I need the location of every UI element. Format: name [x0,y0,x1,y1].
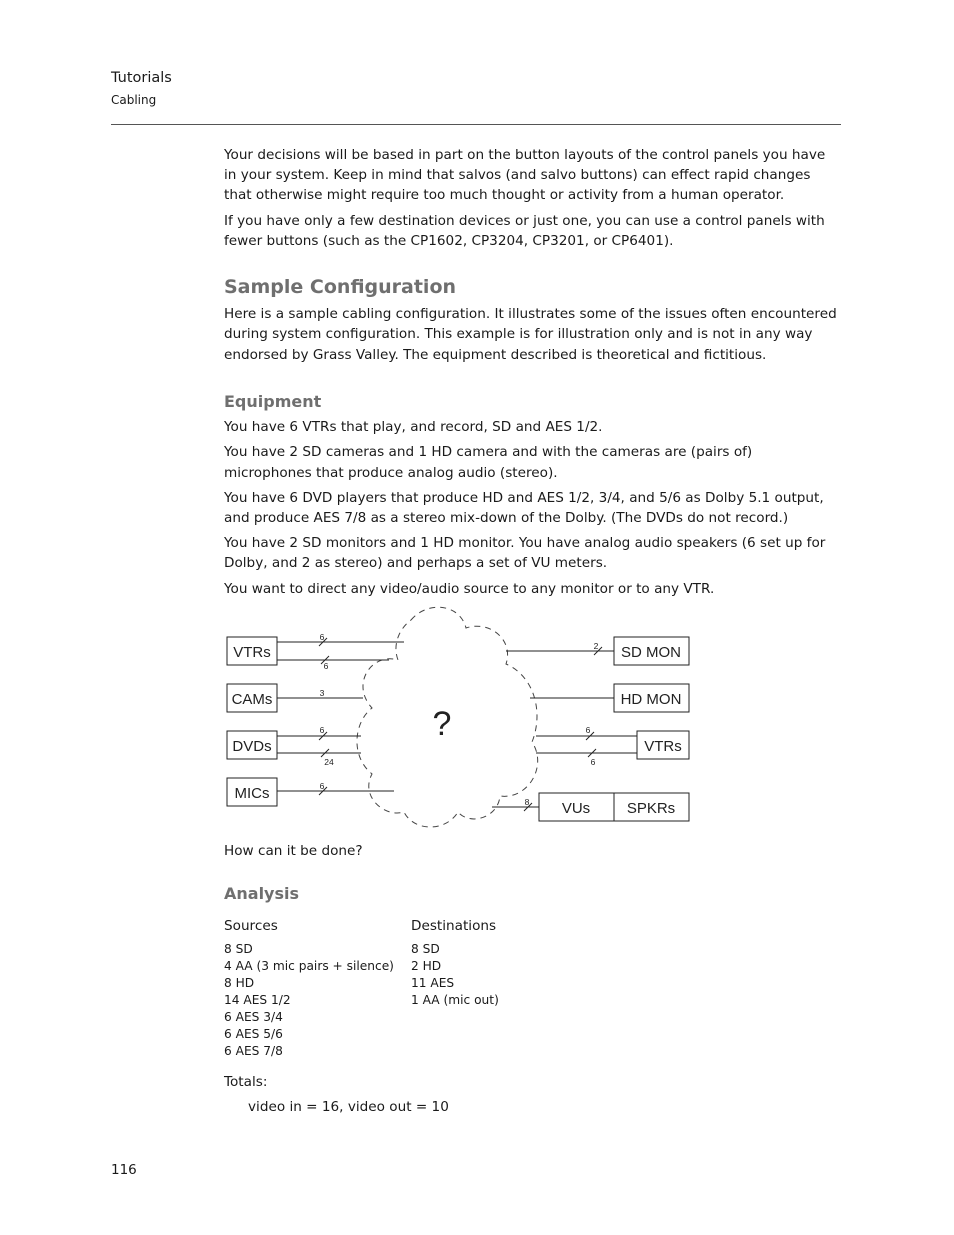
count-cams: 3 [319,688,325,698]
label-spkrs: SPKRs [626,800,676,817]
count-dvtrs-b: 6 [590,757,596,767]
destination-item: 1 AA (mic out) [411,993,499,1007]
destination-item: 8 SD [411,942,440,956]
count-dvds-b: 24 [324,757,334,767]
label-cams-source: CAMs [231,691,273,708]
equipment-paragraph-2: You have 2 SD cameras and 1 HD camera and with the cameras are (pairs of) microphones that produce analog audio (stereo). [224,444,753,481]
equipment-paragraph-1: You have 6 VTRs that play, and record, SD and AES 1/2. [224,419,603,436]
equipment-heading: Equipment [224,392,322,411]
label-mics-source: MICs [234,785,270,802]
count-vtrs-b: 6 [323,661,329,671]
running-header-subtitle: Cabling [111,93,157,107]
equipment-paragraph-5: You want to direct any video/audio source to any monitor or to any VTR. [224,580,715,597]
sample-configuration-heading: Sample Configuration [224,276,457,298]
equipment-paragraph-4: You have 2 SD monitors and 1 HD monitor. You have analog audio speakers (6 set up for Dolby, and 2 as stereo) and perhaps a set of VU meters. [224,535,826,572]
question-text: How can it be done? [224,843,363,859]
sources-list [224,941,394,1060]
totals-line: video in = 16, video out = 10 [248,1099,449,1115]
count-vus: 8 [524,797,530,807]
label-vtrs-source: VTRs [233,644,271,661]
destination-item: 2 HD [411,959,442,973]
count-sd-mon: 2 [593,641,599,651]
source-item: 14 AES 1/2 [224,993,291,1007]
count-dvtrs-a: 6 [585,725,591,735]
question-mark: ? [432,705,452,743]
sources-title: Sources [224,918,278,934]
source-item: 4 AA (3 mic pairs + silence) [224,959,394,973]
sample-paragraph: Here is a sample cabling configuration. It illustrates some of the issues often encountered during system configuration. This example is for illustration only and is not in any way endorsed by Grass Valley. The equipment described is theoretical and fictitious. [224,306,837,363]
label-hd-mon: HD MON [620,691,682,708]
count-vtrs-a: 6 [319,632,325,642]
source-item: 6 AES 3/4 [224,1010,283,1024]
label-vus: VUs [561,800,591,817]
intro-paragraph-2: If you have only a few destination devices or just one, you can use a control panels with fewer buttons (such as the CP1602, CP3204, CP3201, or CP6401). [224,212,825,249]
page-number: 116 [111,1162,137,1178]
destination-item: 11 AES [411,976,455,990]
source-item: 8 HD [224,976,255,990]
analysis-section [224,884,841,904]
label-dvds-source: DVDs [232,738,272,755]
destinations-list [411,941,499,1009]
question-line [224,841,841,861]
totals-label: Totals: [224,1074,268,1090]
running-header-title: Tutorials [111,70,172,86]
label-sd-mon: SD MON [621,644,681,661]
analysis-heading: Analysis [224,884,300,903]
equipment-paragraph-3: You have 6 DVD players that produce HD and AES 1/2, 3/4, and 5/6 as Dolby 5.1 output, and produce AES 7/8 as a stereo mix-down of the Dolby. (The DVDs do not record.) [224,489,824,527]
label-vtrs-destination: VTRs [644,738,682,755]
destinations-title: Destinations [411,918,497,934]
source-item: 6 AES 5/6 [224,1027,283,1041]
count-dvds-a: 6 [319,725,325,735]
count-mics: 6 [319,781,325,791]
source-item: 8 SD [224,942,253,956]
intro-paragraph-1: Your decisions will be based in part on the button layouts of the control panels you have in your system. Keep in mind that salvos (and salvo buttons) can effect rapid changes that otherwise might require too much thought or activity from a human operator. [224,147,826,204]
source-item: 6 AES 7/8 [224,1044,283,1058]
